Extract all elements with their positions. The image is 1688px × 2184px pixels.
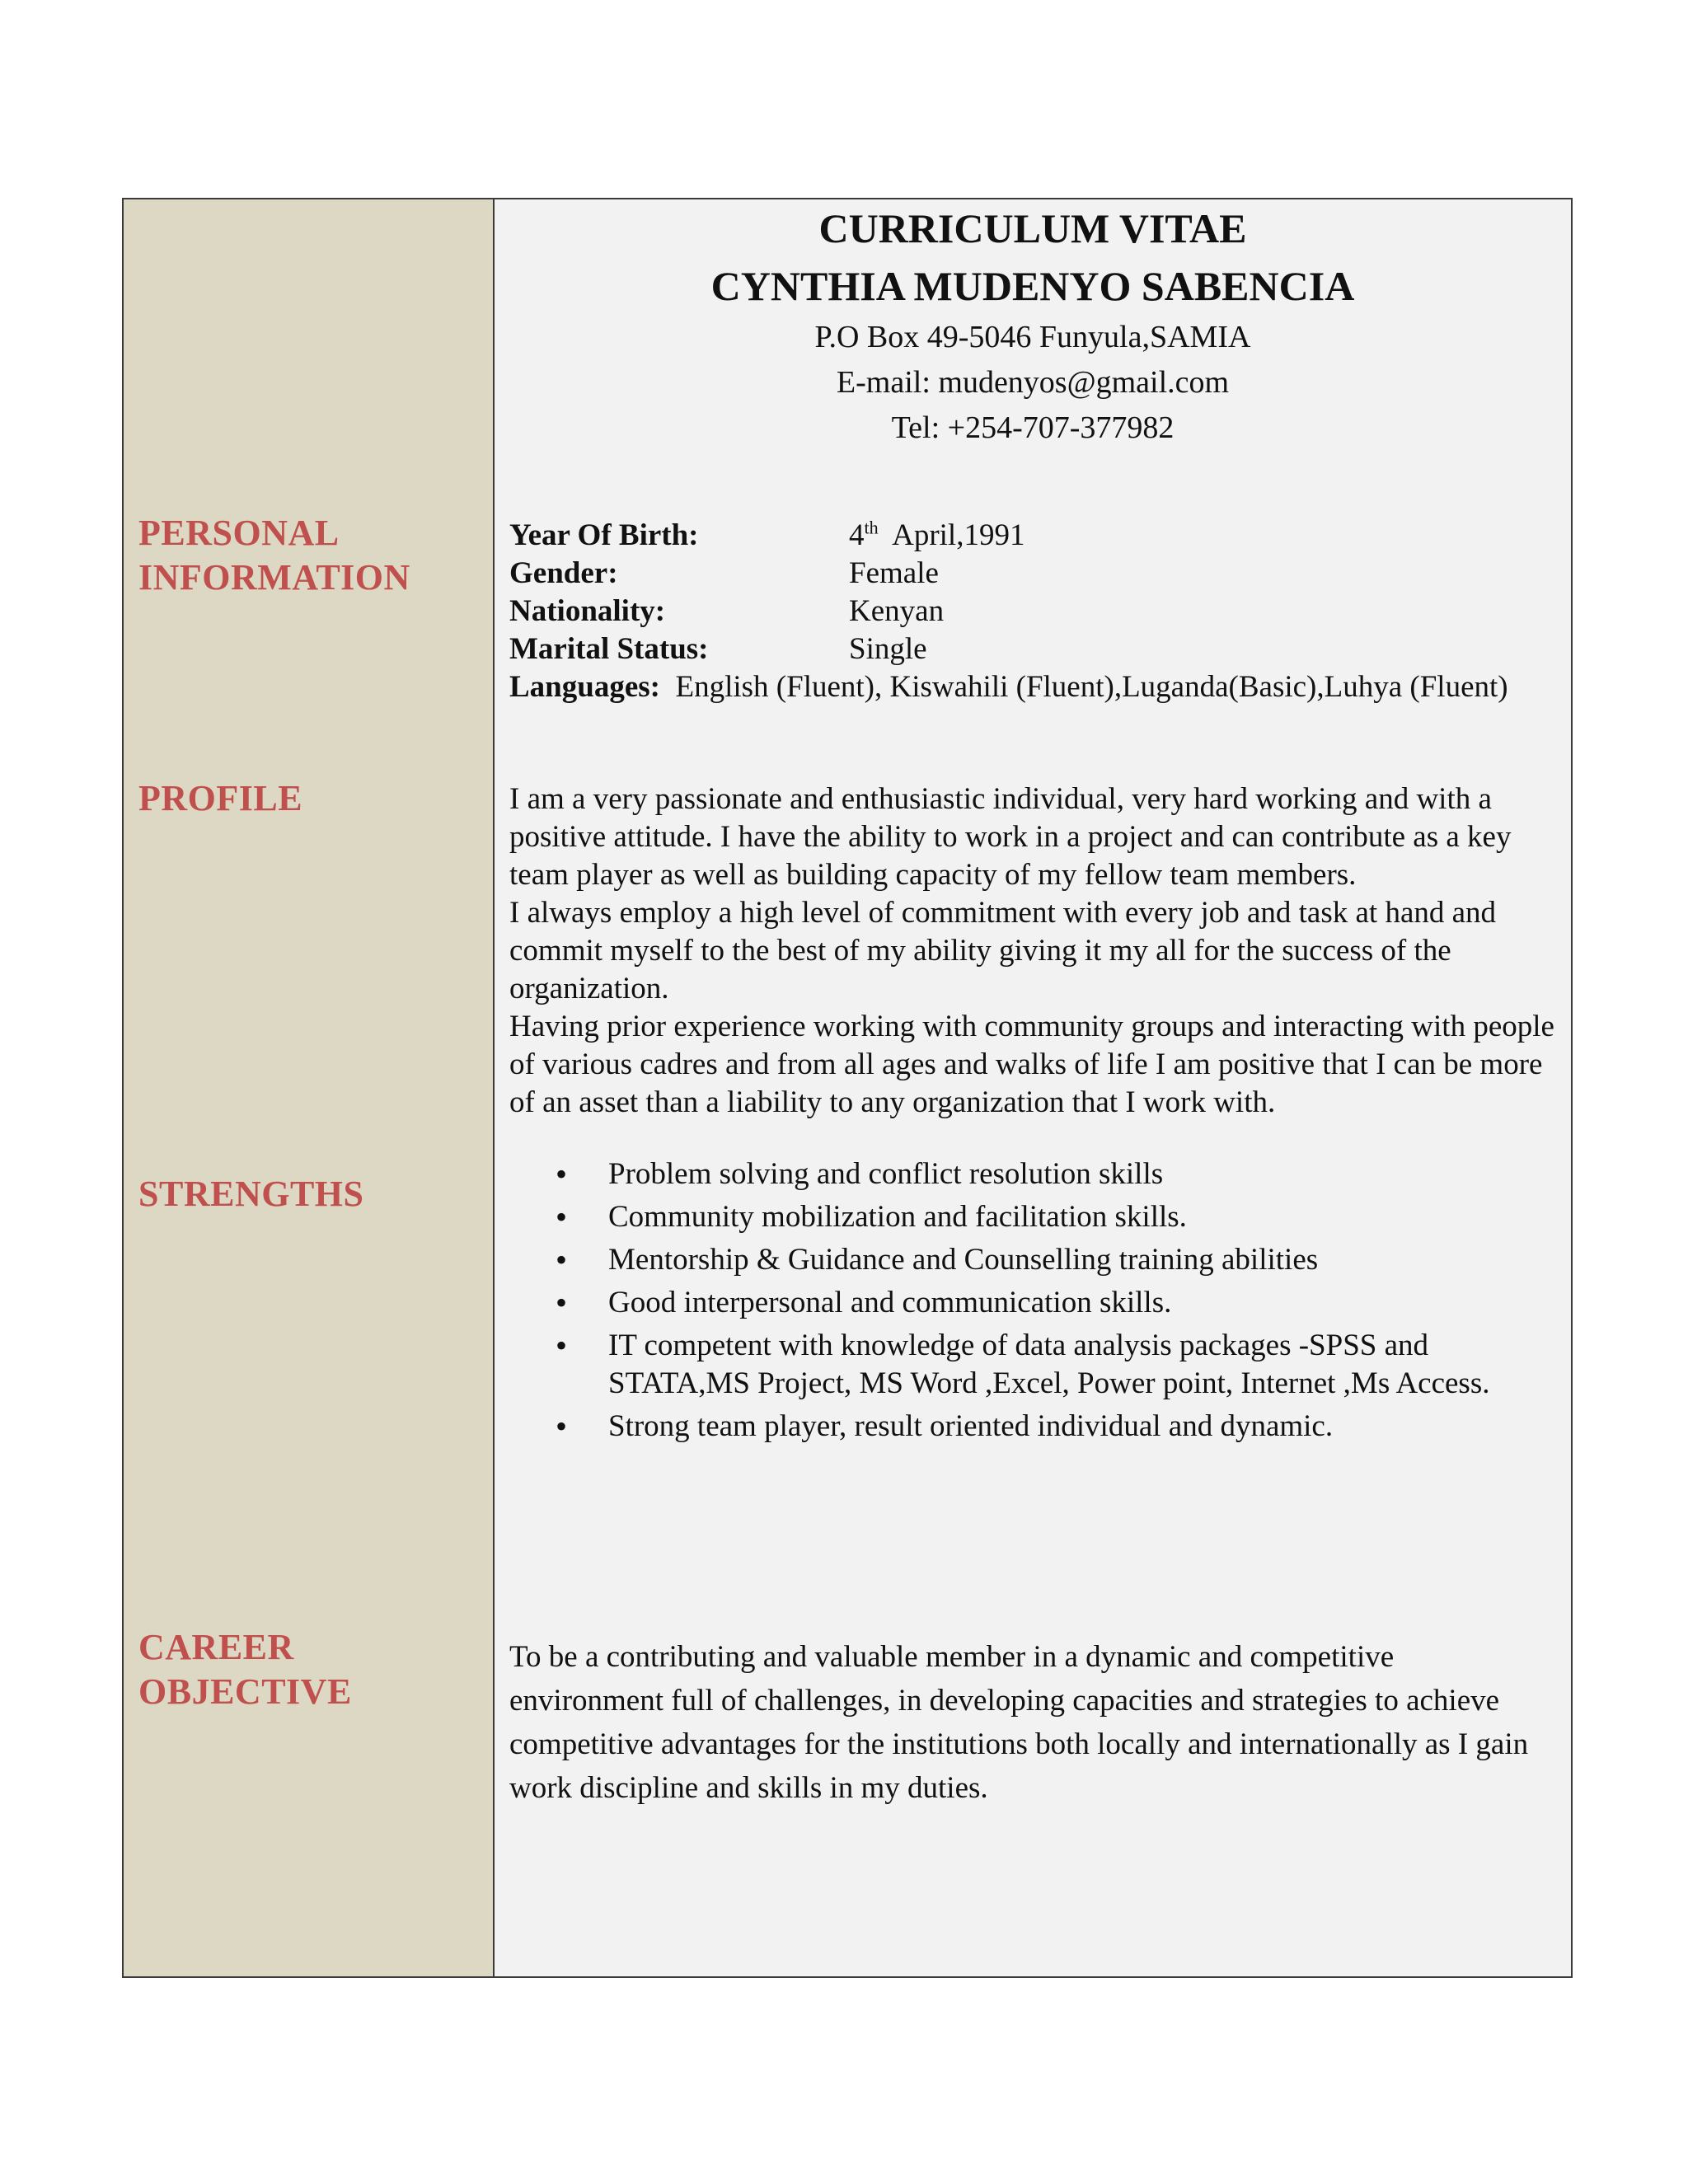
profile-paragraph: I am a very passionate and enthusiastic individual, very hard working and with a positive attitude. I have the ability to work in a project and can contribute as a key team player as well as building capacity of my fellow team members.: [509, 782, 1512, 892]
section-label-strengths: STRENGTHS: [138, 1174, 364, 1214]
sidebar: [124, 199, 495, 1976]
document-title: CURRICULUM VITAE: [818, 205, 1247, 251]
address: P.O Box 49-5046 Funyula,SAMIA: [814, 320, 1251, 354]
list-item: • Community mobilization and facilitation skills.: [509, 1198, 1554, 1236]
languages-label: Languages:: [509, 670, 660, 704]
candidate-name: CYNTHIA MUDENYO SABENCIA: [710, 263, 1355, 309]
profile-text: [509, 780, 1554, 1122]
gender-label: Gender:: [509, 556, 618, 590]
nationality-value: Kenyan: [849, 594, 945, 628]
marital-label: Marital Status:: [509, 632, 709, 666]
list-item: • Good interpersonal and communication skills.: [509, 1284, 1554, 1322]
career-objective-text: To be a contributing and valuable member in a dynamic and competitive environment full of challenges, in developing capacities and strategies to achieve competitive advantages for the institutions both locally and internationally as I gain work discipline and skills in my duties.: [509, 1640, 1529, 1805]
gender-value: Female: [849, 556, 939, 590]
main-content: [495, 199, 1571, 1976]
email: E-mail: mudenyos@gmail.com: [836, 365, 1230, 400]
list-item: • Mentorship & Guidance and Counselling training abilities: [509, 1241, 1554, 1279]
cv-header: [495, 199, 1571, 451]
profile-paragraph: I always employ a high level of commitment with every job and task at hand and commit myself to the best of my ability giving it my all for the success of the organization.: [509, 896, 1497, 1005]
languages-row: [509, 668, 1554, 706]
marital-value: Single: [849, 632, 927, 666]
strengths-list: [509, 1155, 1554, 1451]
nationality-row: [509, 593, 1554, 630]
telephone: Tel: +254-707-377982: [891, 410, 1175, 445]
gender-row: [509, 555, 1554, 593]
list-item: • Problem solving and conflict resolution skills: [509, 1155, 1554, 1193]
birth-row: [509, 517, 1554, 555]
section-label-career-objective: CAREER OBJECTIVE: [138, 1627, 352, 1712]
birth-value: 4th April,1991: [849, 517, 1025, 552]
birth-label: Year Of Birth:: [509, 518, 699, 552]
list-item: • IT competent with knowledge of data analysis packages -SPSS and STATA,MS Project, MS Word ,Excel, Power point, Internet ,Ms Access.: [509, 1327, 1554, 1403]
marital-row: [509, 630, 1554, 668]
nationality-label: Nationality:: [509, 594, 666, 628]
list-item: • Strong team player, result oriented individual and dynamic.: [509, 1408, 1554, 1446]
section-label-personal-information: PERSONAL INFORMATION: [138, 513, 410, 598]
cv-page: [122, 198, 1573, 1978]
personal-information: [509, 517, 1554, 706]
section-label-profile: PROFILE: [138, 778, 303, 818]
languages-value: English (Fluent), Kiswahili (Fluent),Luganda(Basic),Luhya (Fluent): [675, 670, 1508, 704]
profile-paragraph: Having prior experience working with community groups and interacting with people of various cadres and from all ages and walks of life I am positive that I can be more of an asset than a liability to any organization that I work with.: [509, 1010, 1554, 1119]
